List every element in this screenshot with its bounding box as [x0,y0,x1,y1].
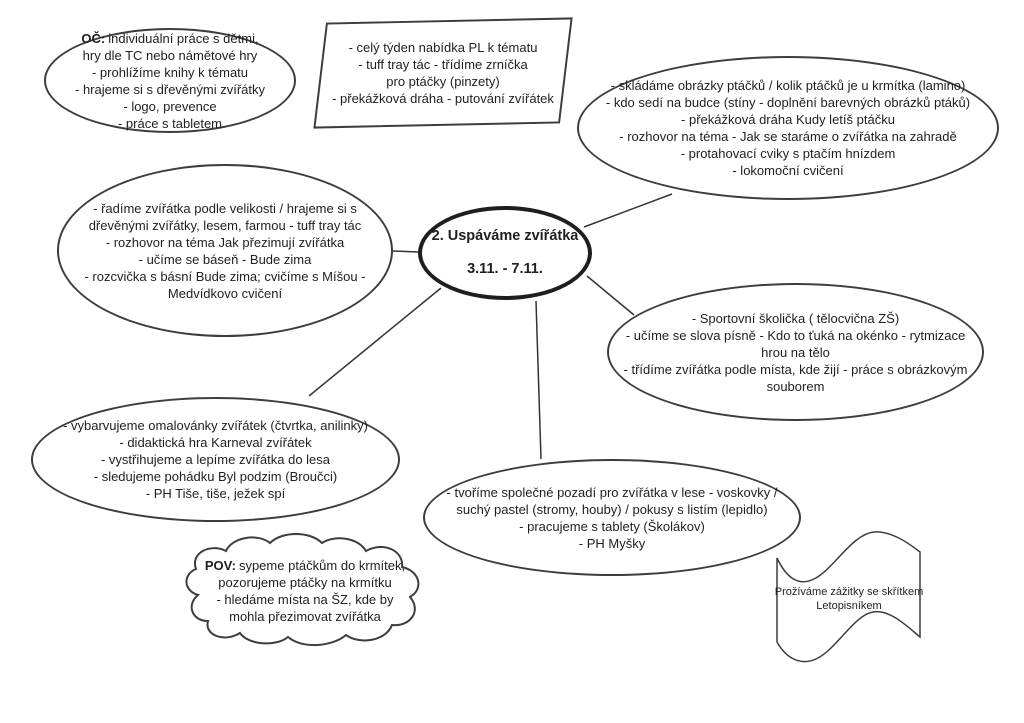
weekly-offer-text [322,22,564,124]
connector-center-to-sorting [393,251,419,252]
text-line: - kdo sedí na budce (stíny - doplnění barevných obrázků ptáků) [605,95,971,110]
topic-date-range: 3.11. - 7.11. [467,261,543,277]
topic-title: 2. Uspáváme zvířátka [431,228,579,244]
node-oc [44,28,296,133]
text-line: - hledáme místa na ŠZ, kde by [216,592,394,607]
text-line: - PH Tiše, tiše, ježek spí [145,486,286,501]
text-line: - skládáme obrázky ptáčků / kolik ptáčků je u krmítka (lamino) [610,78,966,93]
pov-text [176,533,434,649]
text-line: - logo, prevence [123,98,217,114]
node-animals-sorting [57,164,393,337]
text-line: dřevěnými zvířátky, lesem, farmou - tuff tray tác [88,217,362,233]
text-line: mohla přezimovat zvířátka [229,609,381,624]
text-line: - vystřihujeme a lepíme zvířátka do lesa [100,452,331,467]
text-line: suchý pastel (stromy, houby) / pokusy s listím (lepidlo) [456,501,768,517]
node-center-topic [418,206,592,300]
text-line: - sledujeme pohádku Byl podzim (Broučci) [93,469,338,484]
text-line: pozorujeme ptáčky na krmítku [218,575,392,590]
node-forest-art [423,459,801,576]
text-line: - překážková dráha - putování zvířátek [332,91,554,106]
text-line: - protahovací cviky s ptačím hnízdem [680,146,896,161]
text-line: - překážková dráha Kudy letíš ptáčku [681,112,895,127]
text-line: Letopisníkem [816,599,882,612]
text-line: - didaktická hra Karneval zvířátek [119,435,312,450]
node-birds [577,56,999,200]
text-line: - PH Myšky [578,535,646,551]
text-line: Prožíváme zážitky se skřítkem [774,585,924,598]
text-line: - prohlížíme knihy k tématu [91,64,249,80]
oc-label: OČ: [81,30,106,46]
text-line: - celý týden nabídka PL k tématu [348,40,538,55]
text-line: - hrajeme si s dřevěnými zvířátky [75,81,265,97]
text-line: hry dle TC nebo námětové hry [82,47,258,63]
connector-center-to-sport [587,276,634,315]
text-line: - vybarvujeme omalovánky zvířátek (čtvrtka, anilinky) [63,418,368,433]
text-line: - rozhovor na téma Jak přezimují zvířátka [105,234,345,250]
text-line: OČ: individuální práce s dětmi, [81,30,259,46]
connector-center-to-forest-art [536,301,541,459]
text-line: - tuff tray tác - třídíme zrníčka [358,57,528,72]
text-line: Medvídkovo cvičení [167,285,283,301]
node-pov-cloud [176,533,434,649]
text-line: - rozhovor na téma - Jak se staráme o zvířátka na zahradě [619,129,957,144]
text-line: pro ptáčky (pinzety) [386,74,500,90]
pov-label: POV: [204,558,236,573]
text-line: - práce s tabletem [117,115,223,131]
node-sport [607,283,984,421]
text-line: - tvoříme společné pozadí pro zvířátka v lese - voskovky / [446,484,778,500]
text-line: - pracujeme s tablety (Školákov) [519,518,705,534]
node-letopisnik-flag [776,530,922,667]
text-line: - učíme se báseň - Bude zima [138,251,312,267]
flag-text [776,530,922,667]
text-line: souborem [766,378,825,394]
text-line: - řadíme zvířátka podle velikosti / hrajeme si s [93,200,357,216]
text-line: - lokomoční cvičení [732,163,844,178]
text-line: - rozcvička s básní Bude zima; cvičíme s Míšou - [84,268,366,284]
node-weekly-offer [313,17,572,128]
text-line: hrou na tělo [761,344,830,360]
text-line: - třídíme zvířátka podle místa, kde žijí - práce s obrázkovým [623,361,968,377]
text-line: - učíme se slova písně - Kdo to ťuká na okénko - rytmizace [625,327,966,343]
text-line: - Sportovní školička ( tělocvična ZŠ) [691,310,900,326]
node-coloring [31,397,400,522]
connector-center-to-birds [584,194,672,227]
text-line: POV: sypeme ptáčkům do krmítek, [204,558,406,573]
